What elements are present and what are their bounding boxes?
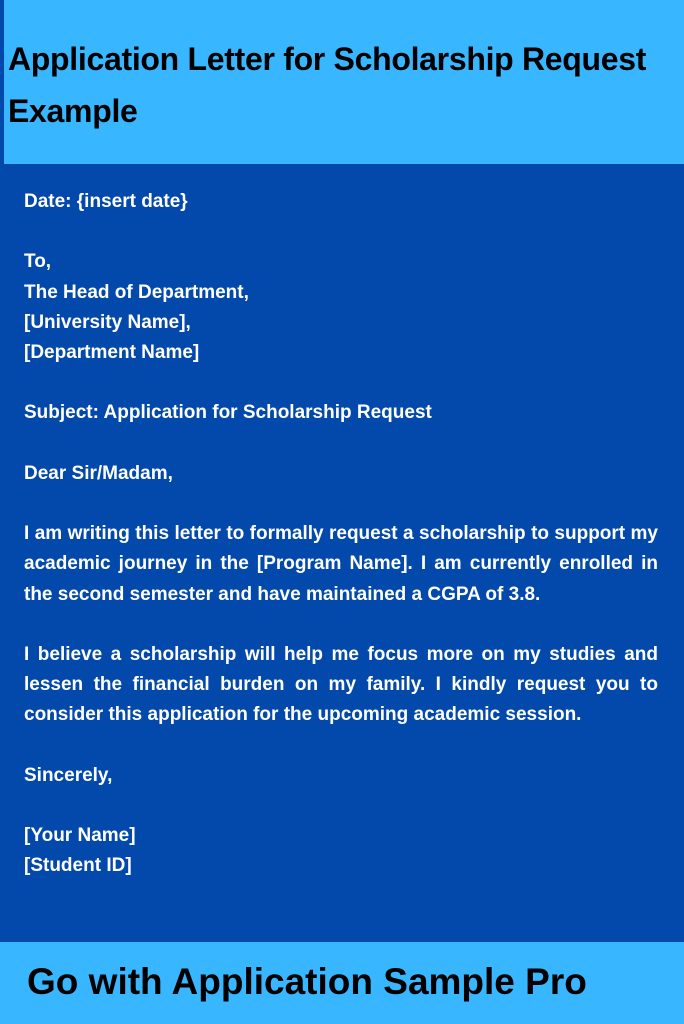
letter-body <box>24 187 658 882</box>
header-banner <box>0 0 684 164</box>
letter-paragraph: I am writing this letter to formally request a scholarship to support my academic journey in the [Program Name]. I am currently enrolled in the second semester and have maintained a CGPA of 3.8. <box>24 523 658 605</box>
footer-banner <box>0 942 684 1024</box>
recipient-line: [University Name], <box>24 311 191 333</box>
recipient-line: The Head of Department, <box>24 281 249 303</box>
letter-salutation: Dear Sir/Madam, <box>24 462 173 484</box>
letter-paragraph: I believe a scholarship will help me focus more on my studies and lessen the financial burden on my family. I kindly request you to consider this application for the upcoming academic session. <box>24 643 658 726</box>
recipient-line: To, <box>24 251 52 273</box>
page-title: Application Letter for Scholarship Request Example <box>8 41 647 129</box>
footer-brand: Go with Application Sample Pro <box>27 961 587 1002</box>
recipient-line: [Department Name] <box>24 342 200 363</box>
letter-closing: Sincerely, <box>24 764 113 786</box>
letter-subject: Subject: Application for Scholarship Request <box>24 402 432 424</box>
letter-date: Date: {insert date} <box>24 191 188 212</box>
signature-student-id: [Student ID] <box>24 855 132 877</box>
signature-name: [Your Name] <box>24 825 136 847</box>
signature-block <box>24 821 658 881</box>
recipient-block <box>24 247 658 368</box>
